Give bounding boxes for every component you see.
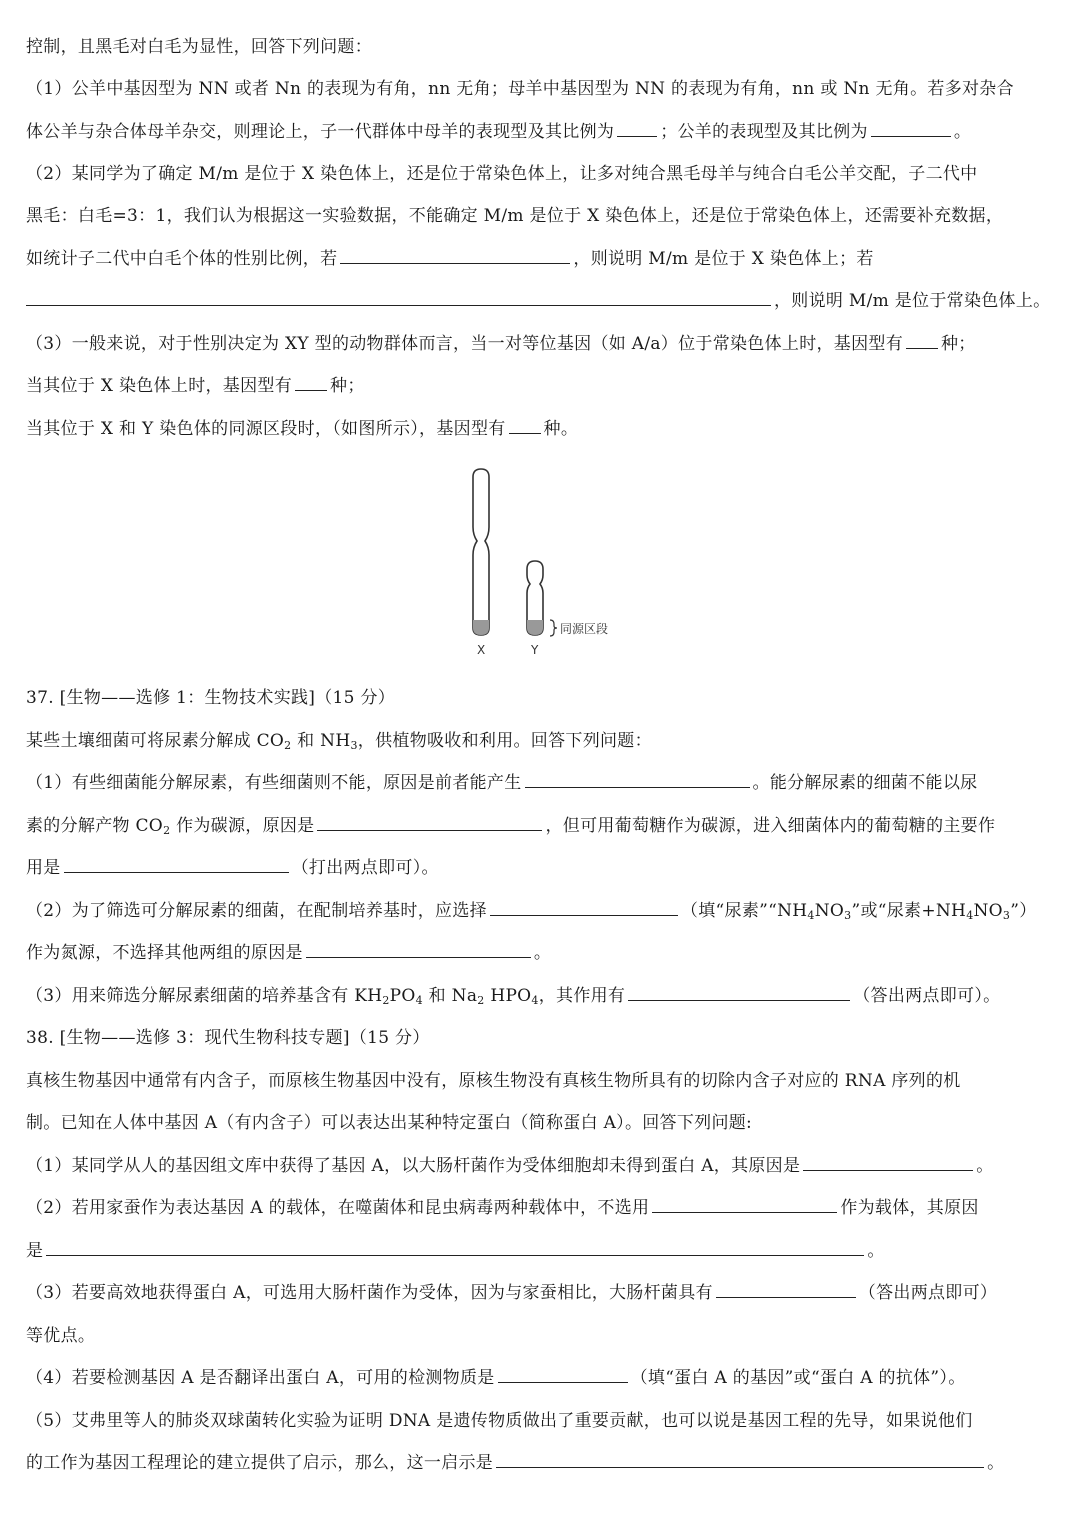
answer-blank[interactable] xyxy=(628,984,850,1001)
x-homologous-region xyxy=(473,620,489,635)
q38-part2-line1: （2）若用家蚕作为表达基因 A 的载体，在噬菌体和昆虫病毒两种载体中，不选用 作为载体，其原因 xyxy=(26,1198,979,1218)
q38-part3-line2: 等优点。 xyxy=(26,1326,96,1346)
answer-blank[interactable] xyxy=(906,332,938,349)
answer-blank[interactable] xyxy=(490,899,678,916)
answer-blank[interactable] xyxy=(617,120,657,137)
q38-heading: 38. [生物——选修 3：现代生物科技专题]（15 分） xyxy=(26,1028,430,1048)
q36-part1-line1: （1）公羊中基因型为 NN 或者 Nn 的表现为有角，nn 无角；母羊中基因型为 NN 的表现为有角，nn 或 Nn 无角。若多对杂合 xyxy=(26,79,1014,99)
answer-blank[interactable] xyxy=(340,247,570,264)
x-chromosome xyxy=(473,469,489,635)
y-homologous-region xyxy=(527,620,543,635)
q36-part2-line3: 如统计子二代中白毛个体的性别比例，若 ，则说明 M/m 是位于 X 染色体上；若 xyxy=(26,249,874,269)
answer-blank[interactable] xyxy=(317,814,542,831)
answer-blank[interactable] xyxy=(46,1239,864,1256)
q38-part4: （4）若要检测基因 A 是否翻译出蛋白 A，可用的检测物质是 （填“蛋白 A 的基因”或“蛋白 A 的抗体”）。 xyxy=(26,1368,966,1388)
answer-blank[interactable] xyxy=(871,120,951,137)
answer-blank[interactable] xyxy=(306,941,531,958)
answer-blank[interactable] xyxy=(26,289,771,306)
answer-blank[interactable] xyxy=(509,417,541,434)
figure-label-x: X xyxy=(477,643,486,657)
q36-part3-line2: 当其位于 X 染色体上时，基因型有 种； xyxy=(26,376,365,396)
q37-heading: 37. [生物——选修 1：生物技术实践]（15 分） xyxy=(26,688,396,708)
answer-blank[interactable] xyxy=(803,1154,973,1171)
q36-part2-line4: ，则说明 M/m 是位于常染色体上。 xyxy=(26,289,1056,313)
q38-intro-line2: 制。已知在人体中基因 A（有内含子）可以表达出某种特定蛋白（简称蛋白 A）。回答下列问题: xyxy=(26,1113,753,1133)
q38-part5-line1: （5）艾弗里等人的肺炎双球菌转化实验为证明 DNA 是遗传物质做出了重要贡献，也可以说是基因工程的先导，如果说他们 xyxy=(26,1411,973,1431)
answer-blank[interactable] xyxy=(525,771,750,788)
q37-intro: 某些土壤细菌可将尿素分解成 $CO_2$ 和 $NH_3$，供植物吸收和利用。回答下列问题： xyxy=(26,731,652,752)
answer-blank[interactable] xyxy=(496,1451,984,1468)
q38-part1: （1）某同学从人的基因组文库中获得了基因 A，以大肠杆菌作为受体细胞却未得到蛋白 A，其原因是 。 xyxy=(26,1156,994,1176)
q36-part2-line2: 黑毛：白毛=3：1，我们认为根据这一实验数据，不能确定 M/m 是位于 X 染色体上，还是位于常染色体上，还需要补充数据， xyxy=(26,206,1004,226)
q37-part1-line1: （1）有些细菌能分解尿素，有些细菌则不能，原因是前者能产生 。能分解尿素的细菌不能以尿 xyxy=(26,773,978,793)
figure-label-region: 同源区段 xyxy=(560,622,609,636)
region-brace xyxy=(550,620,557,636)
q38-part5-line2: 的工作为基因工程理论的建立提供了启示，那么，这一启示是 。 xyxy=(26,1453,1005,1473)
answer-blank[interactable] xyxy=(64,856,289,873)
answer-blank[interactable] xyxy=(498,1366,628,1383)
q37-part2-line2: 作为氮源，不选择其他两组的原因是 。 xyxy=(26,943,552,963)
q38-part2-line2: 是 。 xyxy=(26,1241,885,1261)
q36-part2-line1: （2）某同学为了确定 M/m 是位于 X 染色体上，还是位于常染色体上，让多对纯合黑毛母羊与纯合白毛公羊交配，子二代中 xyxy=(26,164,978,184)
q37-part3: （3）用来筛选分解尿素细菌的培养基含有 $KH_2PO_4$ 和 $Na_2$ $HPO_4$，其作用有 （答出两点即可）。 xyxy=(26,986,1001,1007)
q36-part3-line1: （3）一般来说，对于性别决定为 XY 型的动物群体而言，当一对等位基因（如 A/a）位于常染色体上时，基因型有 种； xyxy=(26,334,976,354)
q37-part1-line2: 素的分解产物 $CO_2$ 作为碳源，原因是 ，但可用葡萄糖作为碳源，进入细菌体内的葡萄糖的主要作 xyxy=(26,816,996,837)
q38-part3-line1: （3）若要高效地获得蛋白 A，可选用大肠杆菌作为受体，因为与家蚕相比，大肠杆菌具有 （答出两点即可） xyxy=(26,1283,998,1303)
q38-intro-line1: 真核生物基因中通常有内含子，而原核生物基因中没有，原核生物没有真核生物所具有的切除内含子对应的 RNA 序列的机 xyxy=(26,1071,961,1091)
answer-blank[interactable] xyxy=(652,1196,837,1213)
xy-chromosome-diagram xyxy=(440,465,640,660)
q37-part2-line1: （2）为了筛选可分解尿素的细菌，在配制培养基时，应选择 （填“尿素$”“NH_4NO_3$”或“尿素$+NH_4NO_3$”） xyxy=(26,901,1037,922)
q36-intro: 控制，且黑毛对白毛为显性，回答下列问题： xyxy=(26,37,372,57)
q37-part1-line3: 用是 （打出两点即可）。 xyxy=(26,858,439,878)
answer-blank[interactable] xyxy=(295,374,327,391)
chromosome-figure xyxy=(440,465,640,660)
figure-label-y: Y xyxy=(531,643,539,657)
q36-part3-line3: 当其位于 X 和 Y 染色体的同源区段时，（如图所示），基因型有 种。 xyxy=(26,419,579,439)
answer-blank[interactable] xyxy=(716,1281,856,1298)
q36-part1-line2: 体公羊与杂合体母羊杂交，则理论上，子一代群体中母羊的表现型及其比例为 ；公羊的表现型及其比例为 。 xyxy=(26,122,972,142)
